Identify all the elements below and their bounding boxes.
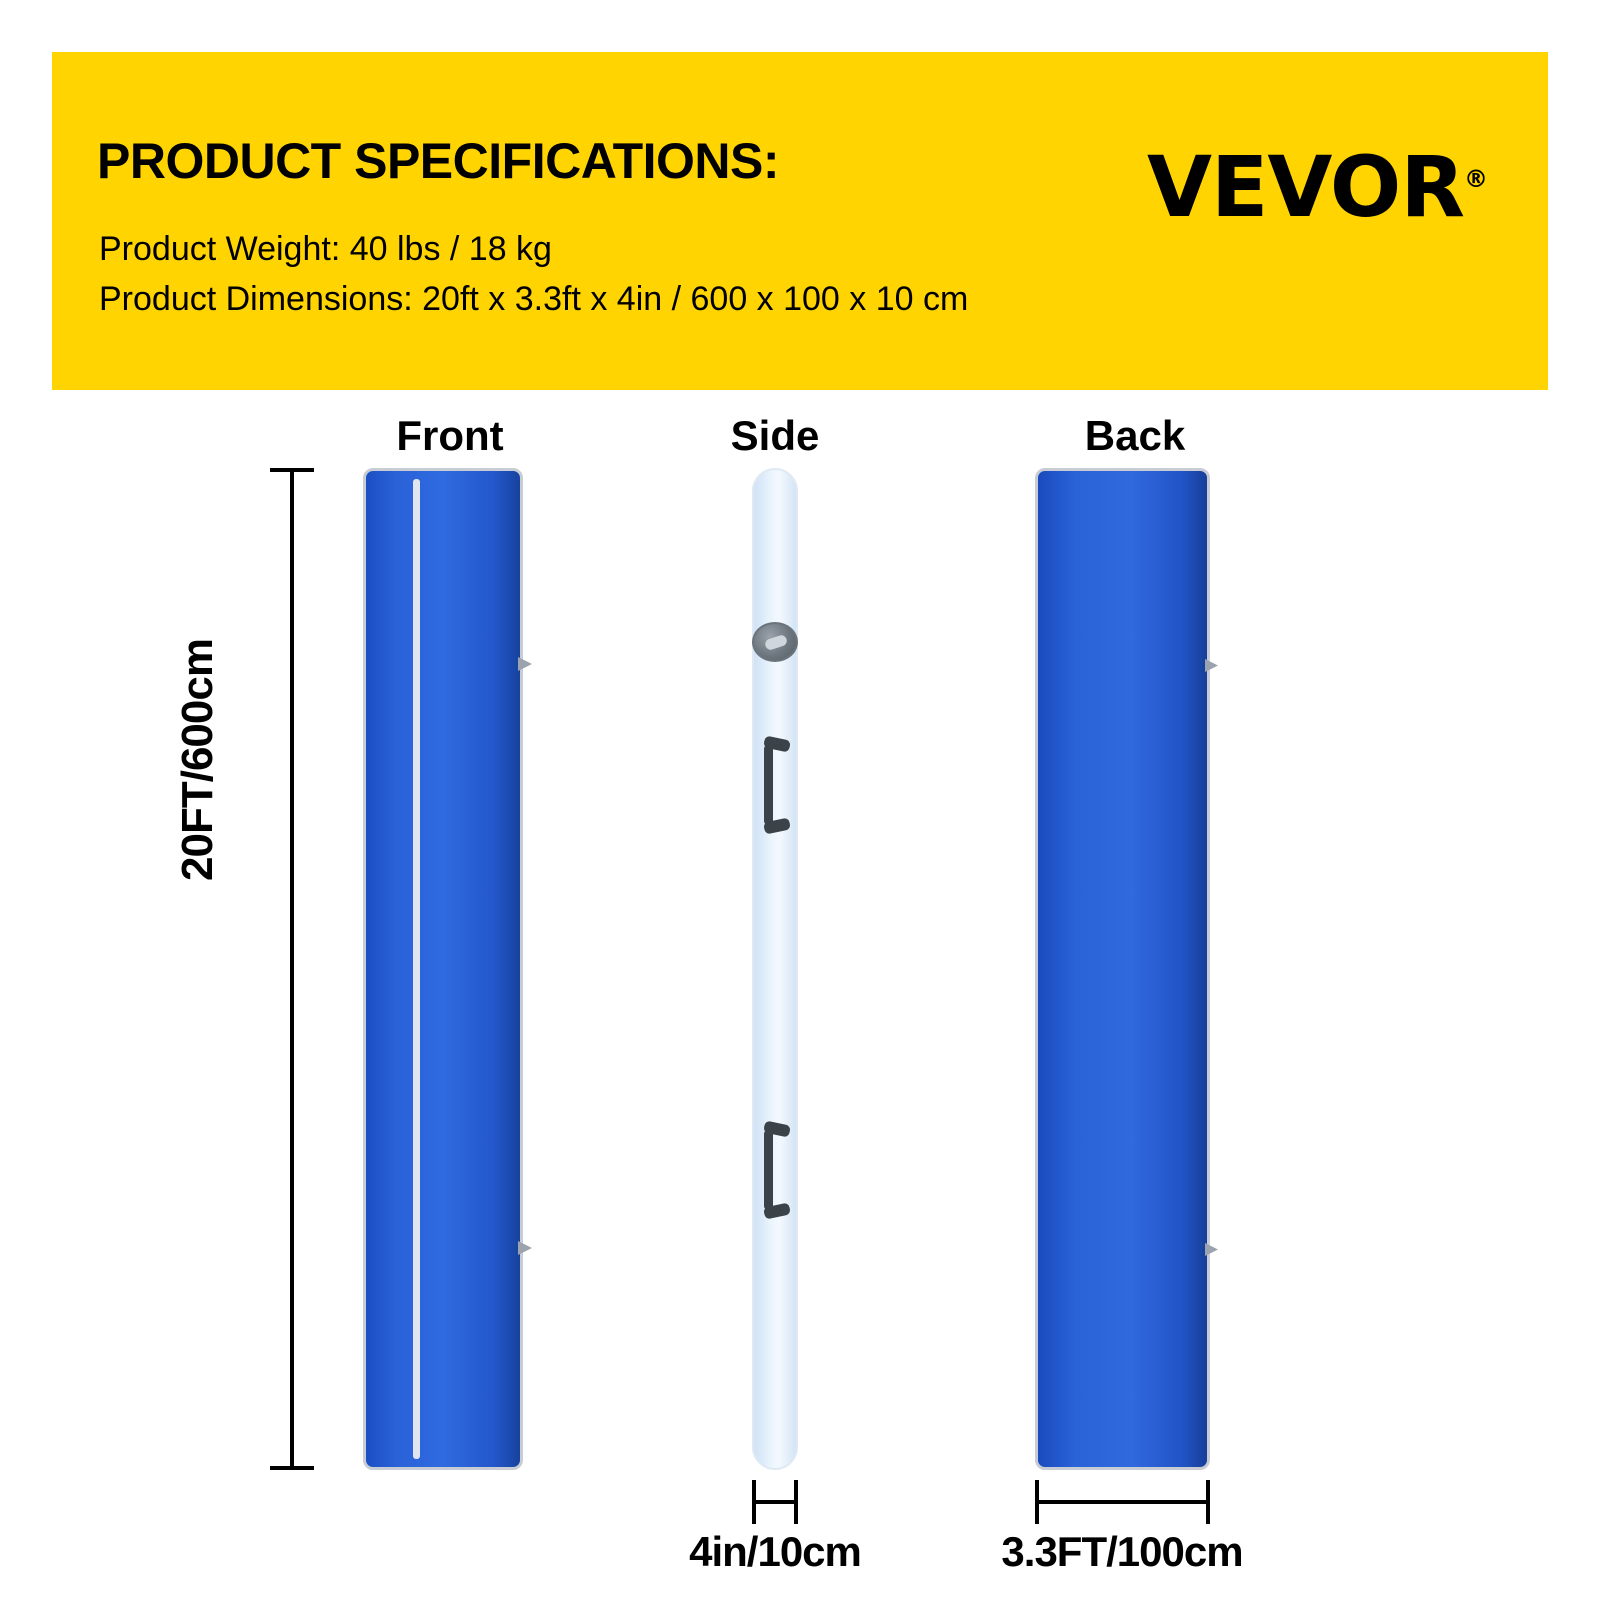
thickness-dimension-label: 4in/10cm (689, 1528, 861, 1575)
front-view-label: Front (396, 412, 504, 459)
carry-handle-icon-upper (764, 745, 786, 825)
brand-name: VEVOR (1146, 138, 1464, 236)
dimension-cap-right (794, 1480, 798, 1524)
dimension-cap-left (752, 1480, 756, 1524)
thickness-dimension-line (752, 1500, 798, 1504)
page-title: PRODUCT SPECIFICATIONS: (97, 133, 780, 189)
dimension-cap-top (270, 468, 314, 472)
dimension-cap-right-width (1206, 1480, 1210, 1524)
length-dimension-label: 20FT/600cm (173, 639, 222, 881)
front-view-mat (363, 468, 523, 1470)
side-tab-icon-top-back (1205, 659, 1218, 672)
side-tab-icon-top (518, 657, 532, 671)
side-view-label: Side (730, 412, 820, 459)
back-view-label: Back (1084, 412, 1186, 459)
specifications-banner (52, 52, 1548, 390)
side-tab-icon-bottom (518, 1241, 532, 1255)
side-tab-icon-bottom-back (1205, 1243, 1218, 1256)
dimension-cap-bottom (270, 1466, 314, 1470)
registered-trademark-icon: ® (1464, 165, 1488, 193)
dimension-cap-left-width (1035, 1480, 1039, 1524)
width-dimension-label: 3.3FT/100cm (1001, 1528, 1243, 1575)
carry-handle-icon-lower (764, 1130, 786, 1210)
air-valve-icon (752, 622, 798, 662)
back-view-mat (1035, 468, 1210, 1470)
center-stripe (413, 479, 420, 1459)
product-dimensions-text: Product Dimensions: 20ft x 3.3ft x 4in / 600 x 100 x 10 cm (99, 280, 969, 318)
length-dimension-line (290, 468, 294, 1470)
width-dimension-line (1035, 1500, 1210, 1504)
product-weight-text: Product Weight: 40 lbs / 18 kg (99, 230, 552, 268)
side-view-mat (752, 468, 798, 1470)
vevor-logo (1146, 137, 1488, 236)
